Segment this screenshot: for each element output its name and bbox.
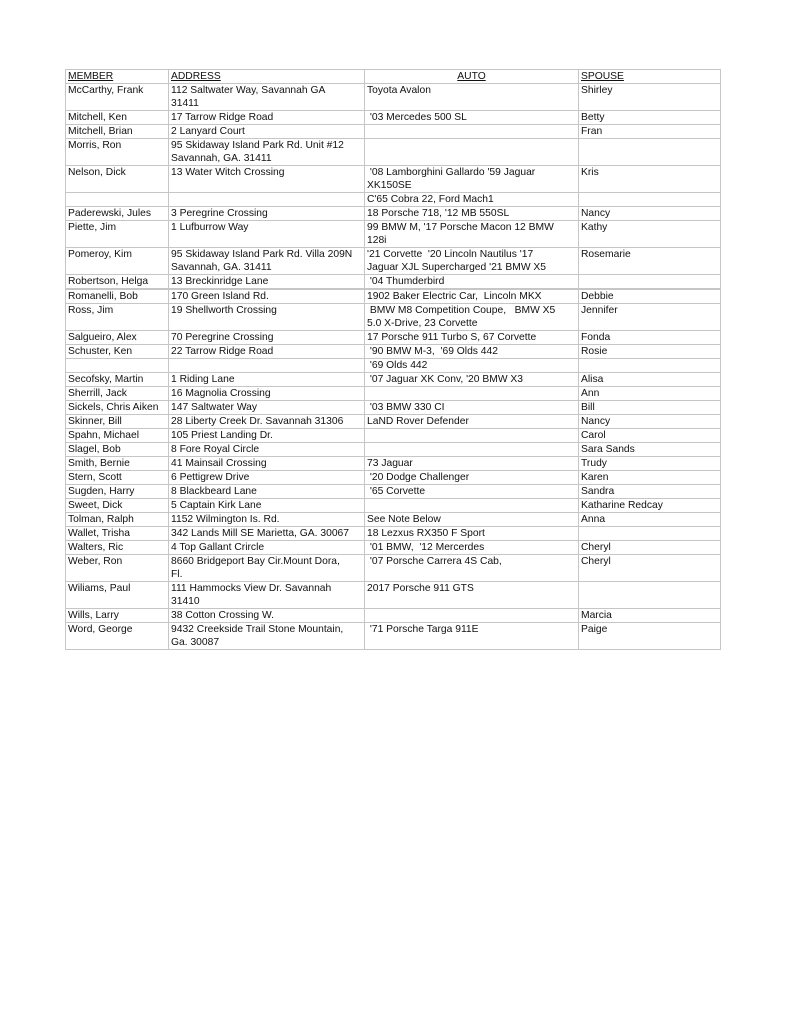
member-cell: Weber, Ron	[66, 555, 169, 582]
address-cell: 17 Tarrow Ridge Road	[169, 111, 365, 125]
address-cell: 38 Cotton Crossing W.	[169, 609, 365, 623]
spouse-cell: Marcia	[579, 609, 721, 623]
table-row	[66, 373, 721, 387]
auto-cell	[365, 609, 579, 623]
address-cell: 16 Magnolia Crossing	[169, 387, 365, 401]
member-cell: Morris, Ron	[66, 139, 169, 166]
spouse-cell: Anna	[579, 513, 721, 527]
table-row	[66, 415, 721, 429]
auto-cell: '90 BMW M-3, '69 Olds 442	[365, 345, 579, 359]
auto-cell: See Note Below	[365, 513, 579, 527]
address-cell	[169, 193, 365, 207]
spouse-cell: Katharine Redcay	[579, 499, 721, 513]
address-cell: 19 Shellworth Crossing	[169, 304, 365, 331]
member-cell: Secofsky, Martin	[66, 373, 169, 387]
spouse-cell: Ann	[579, 387, 721, 401]
table-row	[66, 443, 721, 457]
auto-cell: '08 Lamborghini Gallardo '59 Jaguar XK150SE	[365, 166, 579, 193]
auto-cell: C'65 Cobra 22, Ford Mach1	[365, 193, 579, 207]
auto-cell: LaND Rover Defender	[365, 415, 579, 429]
table-row	[66, 499, 721, 513]
table-row	[66, 111, 721, 125]
auto-cell: '65 Corvette	[365, 485, 579, 499]
table-row	[66, 248, 721, 275]
member-cell: Mitchell, Brian	[66, 125, 169, 139]
address-cell	[169, 359, 365, 373]
table-row	[66, 207, 721, 221]
member-cell: Tolman, Ralph	[66, 513, 169, 527]
member-cell: Ross, Jim	[66, 304, 169, 331]
member-cell: Skinner, Bill	[66, 415, 169, 429]
auto-header: AUTO	[365, 70, 579, 84]
table-row	[66, 221, 721, 248]
auto-cell: 18 Lezxus RX350 F Sport	[365, 527, 579, 541]
auto-cell: 99 BMW M, '17 Porsche Macon 12 BMW 128i	[365, 221, 579, 248]
table-row	[66, 290, 721, 304]
member-cell: Mitchell, Ken	[66, 111, 169, 125]
spouse-cell: Rosie	[579, 345, 721, 359]
member-cell: Sugden, Harry	[66, 485, 169, 499]
table-row	[66, 541, 721, 555]
spouse-cell: Alisa	[579, 373, 721, 387]
spouse-cell: Nancy	[579, 415, 721, 429]
address-cell: 95 Skidaway Island Park Rd. Unit #12 Savannah, GA. 31411	[169, 139, 365, 166]
auto-cell: 1902 Baker Electric Car, Lincoln MKX	[365, 290, 579, 304]
member-cell: Romanelli, Bob	[66, 290, 169, 304]
auto-cell: Toyota Avalon	[365, 84, 579, 111]
spouse-cell: Fonda	[579, 331, 721, 345]
address-cell: 111 Hammocks View Dr. Savannah 31410	[169, 582, 365, 609]
spouse-cell	[579, 193, 721, 207]
auto-cell: 18 Porsche 718, '12 MB 550SL	[365, 207, 579, 221]
member-cell: Piette, Jim	[66, 221, 169, 248]
table-row	[66, 471, 721, 485]
table-row	[66, 125, 721, 139]
table-row	[66, 513, 721, 527]
address-cell: 8 Fore Royal Circle	[169, 443, 365, 457]
auto-cell: '03 Mercedes 500 SL	[365, 111, 579, 125]
member-cell: McCarthy, Frank	[66, 84, 169, 111]
auto-cell: 2017 Porsche 911 GTS	[365, 582, 579, 609]
header-row	[66, 70, 721, 84]
member-cell: Sweet, Dick	[66, 499, 169, 513]
member-cell: Wiliams, Paul	[66, 582, 169, 609]
address-cell: 170 Green Island Rd.	[169, 290, 365, 304]
address-cell: 1 Lufburrow Way	[169, 221, 365, 248]
spouse-cell	[579, 582, 721, 609]
address-cell: 41 Mainsail Crossing	[169, 457, 365, 471]
spouse-header: SPOUSE	[579, 70, 721, 84]
table-row	[66, 193, 721, 207]
spouse-cell: Fran	[579, 125, 721, 139]
address-cell: 70 Peregrine Crossing	[169, 331, 365, 345]
table-row	[66, 623, 721, 650]
table-row	[66, 275, 721, 289]
address-cell: 95 Skidaway Island Park Rd. Villa 209N Savannah, GA. 31411	[169, 248, 365, 275]
address-cell: 22 Tarrow Ridge Road	[169, 345, 365, 359]
spouse-cell: Debbie	[579, 290, 721, 304]
spouse-cell	[579, 275, 721, 289]
spouse-cell: Cheryl	[579, 541, 721, 555]
table-row	[66, 582, 721, 609]
auto-cell	[365, 499, 579, 513]
table-row	[66, 84, 721, 111]
member-cell: Word, George	[66, 623, 169, 650]
member-cell: Salgueiro, Alex	[66, 331, 169, 345]
address-cell: 5 Captain Kirk Lane	[169, 499, 365, 513]
spouse-cell: Paige	[579, 623, 721, 650]
address-cell: 105 Priest Landing Dr.	[169, 429, 365, 443]
address-cell: 13 Breckinridge Lane	[169, 275, 365, 289]
address-cell: 1 Riding Lane	[169, 373, 365, 387]
member-header: MEMBER	[66, 70, 169, 84]
table-row	[66, 527, 721, 541]
spouse-cell: Shirley	[579, 84, 721, 111]
auto-cell	[365, 139, 579, 166]
spouse-cell: Sandra	[579, 485, 721, 499]
auto-cell: BMW M8 Competition Coupe, BMW X5 5.0 X-Drive, 23 Corvette	[365, 304, 579, 331]
member-cell: Spahn, Michael	[66, 429, 169, 443]
spouse-cell: Jennifer	[579, 304, 721, 331]
member-cell: Stern, Scott	[66, 471, 169, 485]
address-cell: 1152 Wilmington Is. Rd.	[169, 513, 365, 527]
auto-cell: '03 BMW 330 CI	[365, 401, 579, 415]
spouse-cell	[579, 527, 721, 541]
auto-cell	[365, 125, 579, 139]
auto-cell: '07 Porsche Carrera 4S Cab,	[365, 555, 579, 582]
address-cell: 28 Liberty Creek Dr. Savannah 31306	[169, 415, 365, 429]
spouse-cell	[579, 359, 721, 373]
auto-cell: '71 Porsche Targa 911E	[365, 623, 579, 650]
address-cell: 9432 Creekside Trail Stone Mountain, Ga. 30087	[169, 623, 365, 650]
member-cell: Wallet, Trisha	[66, 527, 169, 541]
auto-cell	[365, 443, 579, 457]
member-cell: Pomeroy, Kim	[66, 248, 169, 275]
table-row	[66, 139, 721, 166]
spouse-cell: Kris	[579, 166, 721, 193]
table-row	[66, 345, 721, 359]
member-cell: Wills, Larry	[66, 609, 169, 623]
address-cell: 6 Pettigrew Drive	[169, 471, 365, 485]
table-row	[66, 331, 721, 345]
member-cell: Paderewski, Jules	[66, 207, 169, 221]
auto-cell: '20 Dodge Challenger	[365, 471, 579, 485]
address-cell: 4 Top Gallant Crircle	[169, 541, 365, 555]
spouse-cell: Rosemarie	[579, 248, 721, 275]
address-cell: 3 Peregrine Crossing	[169, 207, 365, 221]
table-body	[66, 84, 721, 650]
auto-cell: '04 Thumderbird	[365, 275, 579, 289]
address-cell: 13 Water Witch Crossing	[169, 166, 365, 193]
address-cell: 2 Lanyard Court	[169, 125, 365, 139]
auto-cell: '69 Olds 442	[365, 359, 579, 373]
member-cell: Nelson, Dick	[66, 166, 169, 193]
table-row	[66, 401, 721, 415]
address-cell: 8660 Bridgeport Bay Cir.Mount Dora, Fl.	[169, 555, 365, 582]
table-row	[66, 457, 721, 471]
address-cell: 8 Blackbeard Lane	[169, 485, 365, 499]
spouse-cell: Betty	[579, 111, 721, 125]
table-row	[66, 304, 721, 331]
auto-cell: '01 BMW, '12 Mercerdes	[365, 541, 579, 555]
spouse-cell: Trudy	[579, 457, 721, 471]
auto-cell: 73 Jaguar	[365, 457, 579, 471]
member-cell: Slagel, Bob	[66, 443, 169, 457]
auto-cell	[365, 387, 579, 401]
table-row	[66, 387, 721, 401]
spouse-cell: Carol	[579, 429, 721, 443]
table-row	[66, 555, 721, 582]
member-cell: Robertson, Helga	[66, 275, 169, 289]
spouse-cell: Karen	[579, 471, 721, 485]
table-row	[66, 166, 721, 193]
spouse-cell: Sara Sands	[579, 443, 721, 457]
member-cell: Sherrill, Jack	[66, 387, 169, 401]
table-row	[66, 359, 721, 373]
address-header: ADDRESS	[169, 70, 365, 84]
address-cell: 112 Saltwater Way, Savannah GA 31411	[169, 84, 365, 111]
member-cell: Walters, Ric	[66, 541, 169, 555]
member-cell: Sickels, Chris Aiken	[66, 401, 169, 415]
address-cell: 147 Saltwater Way	[169, 401, 365, 415]
member-cell: Schuster, Ken	[66, 345, 169, 359]
members-table	[65, 69, 721, 650]
member-cell: Smith, Bernie	[66, 457, 169, 471]
table-row	[66, 609, 721, 623]
spouse-cell: Nancy	[579, 207, 721, 221]
address-cell: 342 Lands Mill SE Marietta, GA. 30067	[169, 527, 365, 541]
member-cell	[66, 193, 169, 207]
table-row	[66, 485, 721, 499]
auto-cell: 17 Porsche 911 Turbo S, 67 Corvette	[365, 331, 579, 345]
table-row	[66, 429, 721, 443]
spouse-cell	[579, 139, 721, 166]
auto-cell: '07 Jaguar XK Conv, '20 BMW X3	[365, 373, 579, 387]
member-cell	[66, 359, 169, 373]
spouse-cell: Cheryl	[579, 555, 721, 582]
spouse-cell: Bill	[579, 401, 721, 415]
auto-cell: '21 Corvette '20 Lincoln Nautilus '17 Jaguar XJL Supercharged '21 BMW X5	[365, 248, 579, 275]
auto-cell	[365, 429, 579, 443]
spouse-cell: Kathy	[579, 221, 721, 248]
